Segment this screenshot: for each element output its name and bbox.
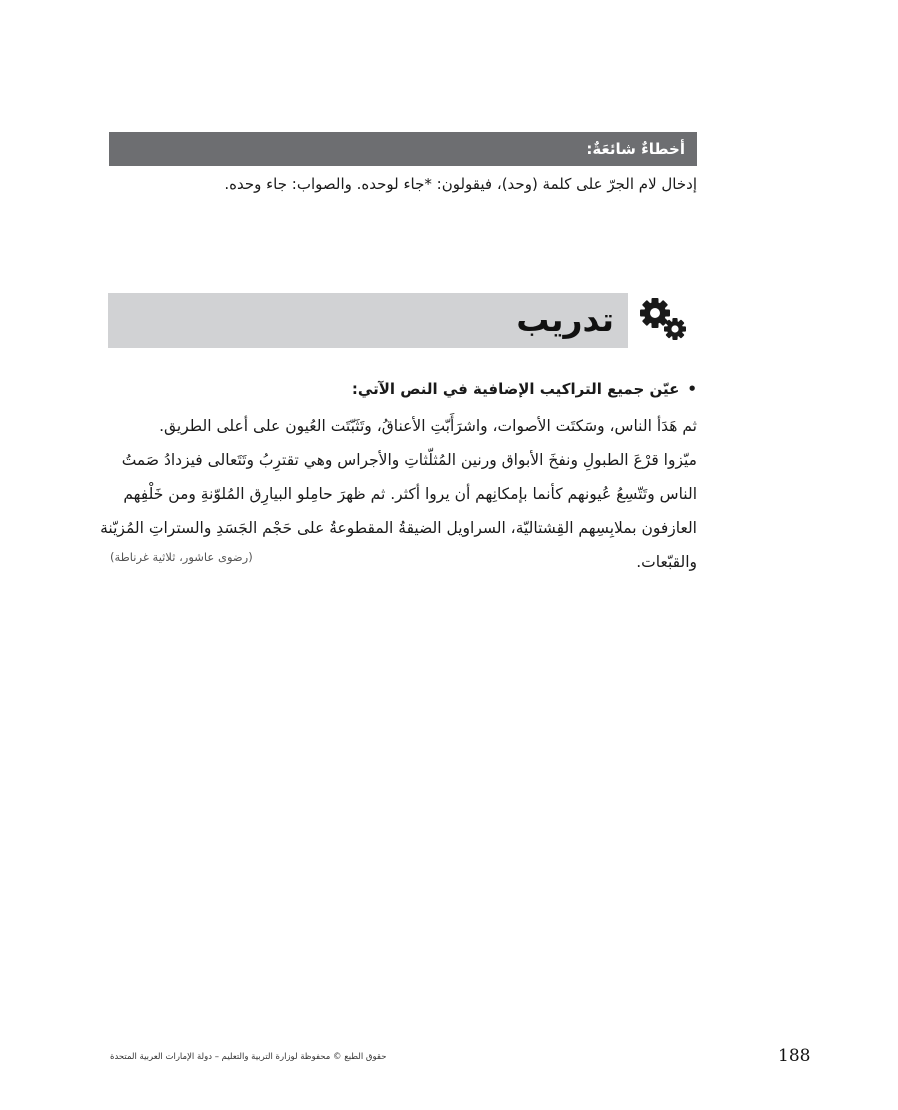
common-mistakes-title: أخطاءٌ شائعَةٌ: bbox=[586, 140, 685, 158]
bullet-icon: • bbox=[687, 380, 697, 398]
copyright-notice: حقوق الطبع © محفوظة لوزارة التربية والتعليم – دولة الإمارات العربية المتحدة bbox=[110, 1052, 387, 1062]
page-number: 188 bbox=[778, 1046, 811, 1066]
instruction-text: عيّن جميع التراكيب الإضافية في النص الآتي: bbox=[351, 380, 680, 398]
passage-line: العازفون بملابِسِهم القِشتاليّة، السراويل الضيقةُ المقطوعةُ على حَجْم الجَسَدِ والستراتِ المُزيّنة bbox=[100, 519, 697, 537]
exercise-title: تدريب bbox=[516, 300, 614, 339]
passage-citation: (رضوى عاشور، ثلاثية غرناطة) bbox=[110, 550, 253, 564]
exercise-header bbox=[108, 293, 628, 348]
passage-line: ثم هَدَأ الناس، وسَكتَت الأصوات، واشرَأَبّتِ الأعناقُ، وتَثَبّتَت العُيون على أعلى الطريق. bbox=[159, 417, 697, 435]
passage-line: ميّزوا قرْعَ الطبولِ ونفخَ الأبواق ورنين المُثلّثاتِ والأجراس وهي تقترِبُ وتَتَعالى فيزدادُ صَمتُ bbox=[121, 451, 697, 469]
passage-line: الناس وتَتّسِعُ عُيونهم كأنما بإمكانِهم أن يروا أكثر. ثم ظهرَ حامِلو البيارِق المُلوّنةِ ومن خَلْفِهم bbox=[123, 485, 697, 503]
gears-icon bbox=[638, 296, 690, 344]
common-mistakes-header bbox=[109, 132, 697, 166]
exercise-instruction bbox=[109, 376, 697, 402]
common-mistakes-text: إدخال لام الجرّ على كلمة (وحد)، فيقولون: *جاء لوحده. والصواب: جاء وحده. bbox=[224, 175, 697, 193]
passage-line: والقبّعات. bbox=[636, 553, 697, 571]
